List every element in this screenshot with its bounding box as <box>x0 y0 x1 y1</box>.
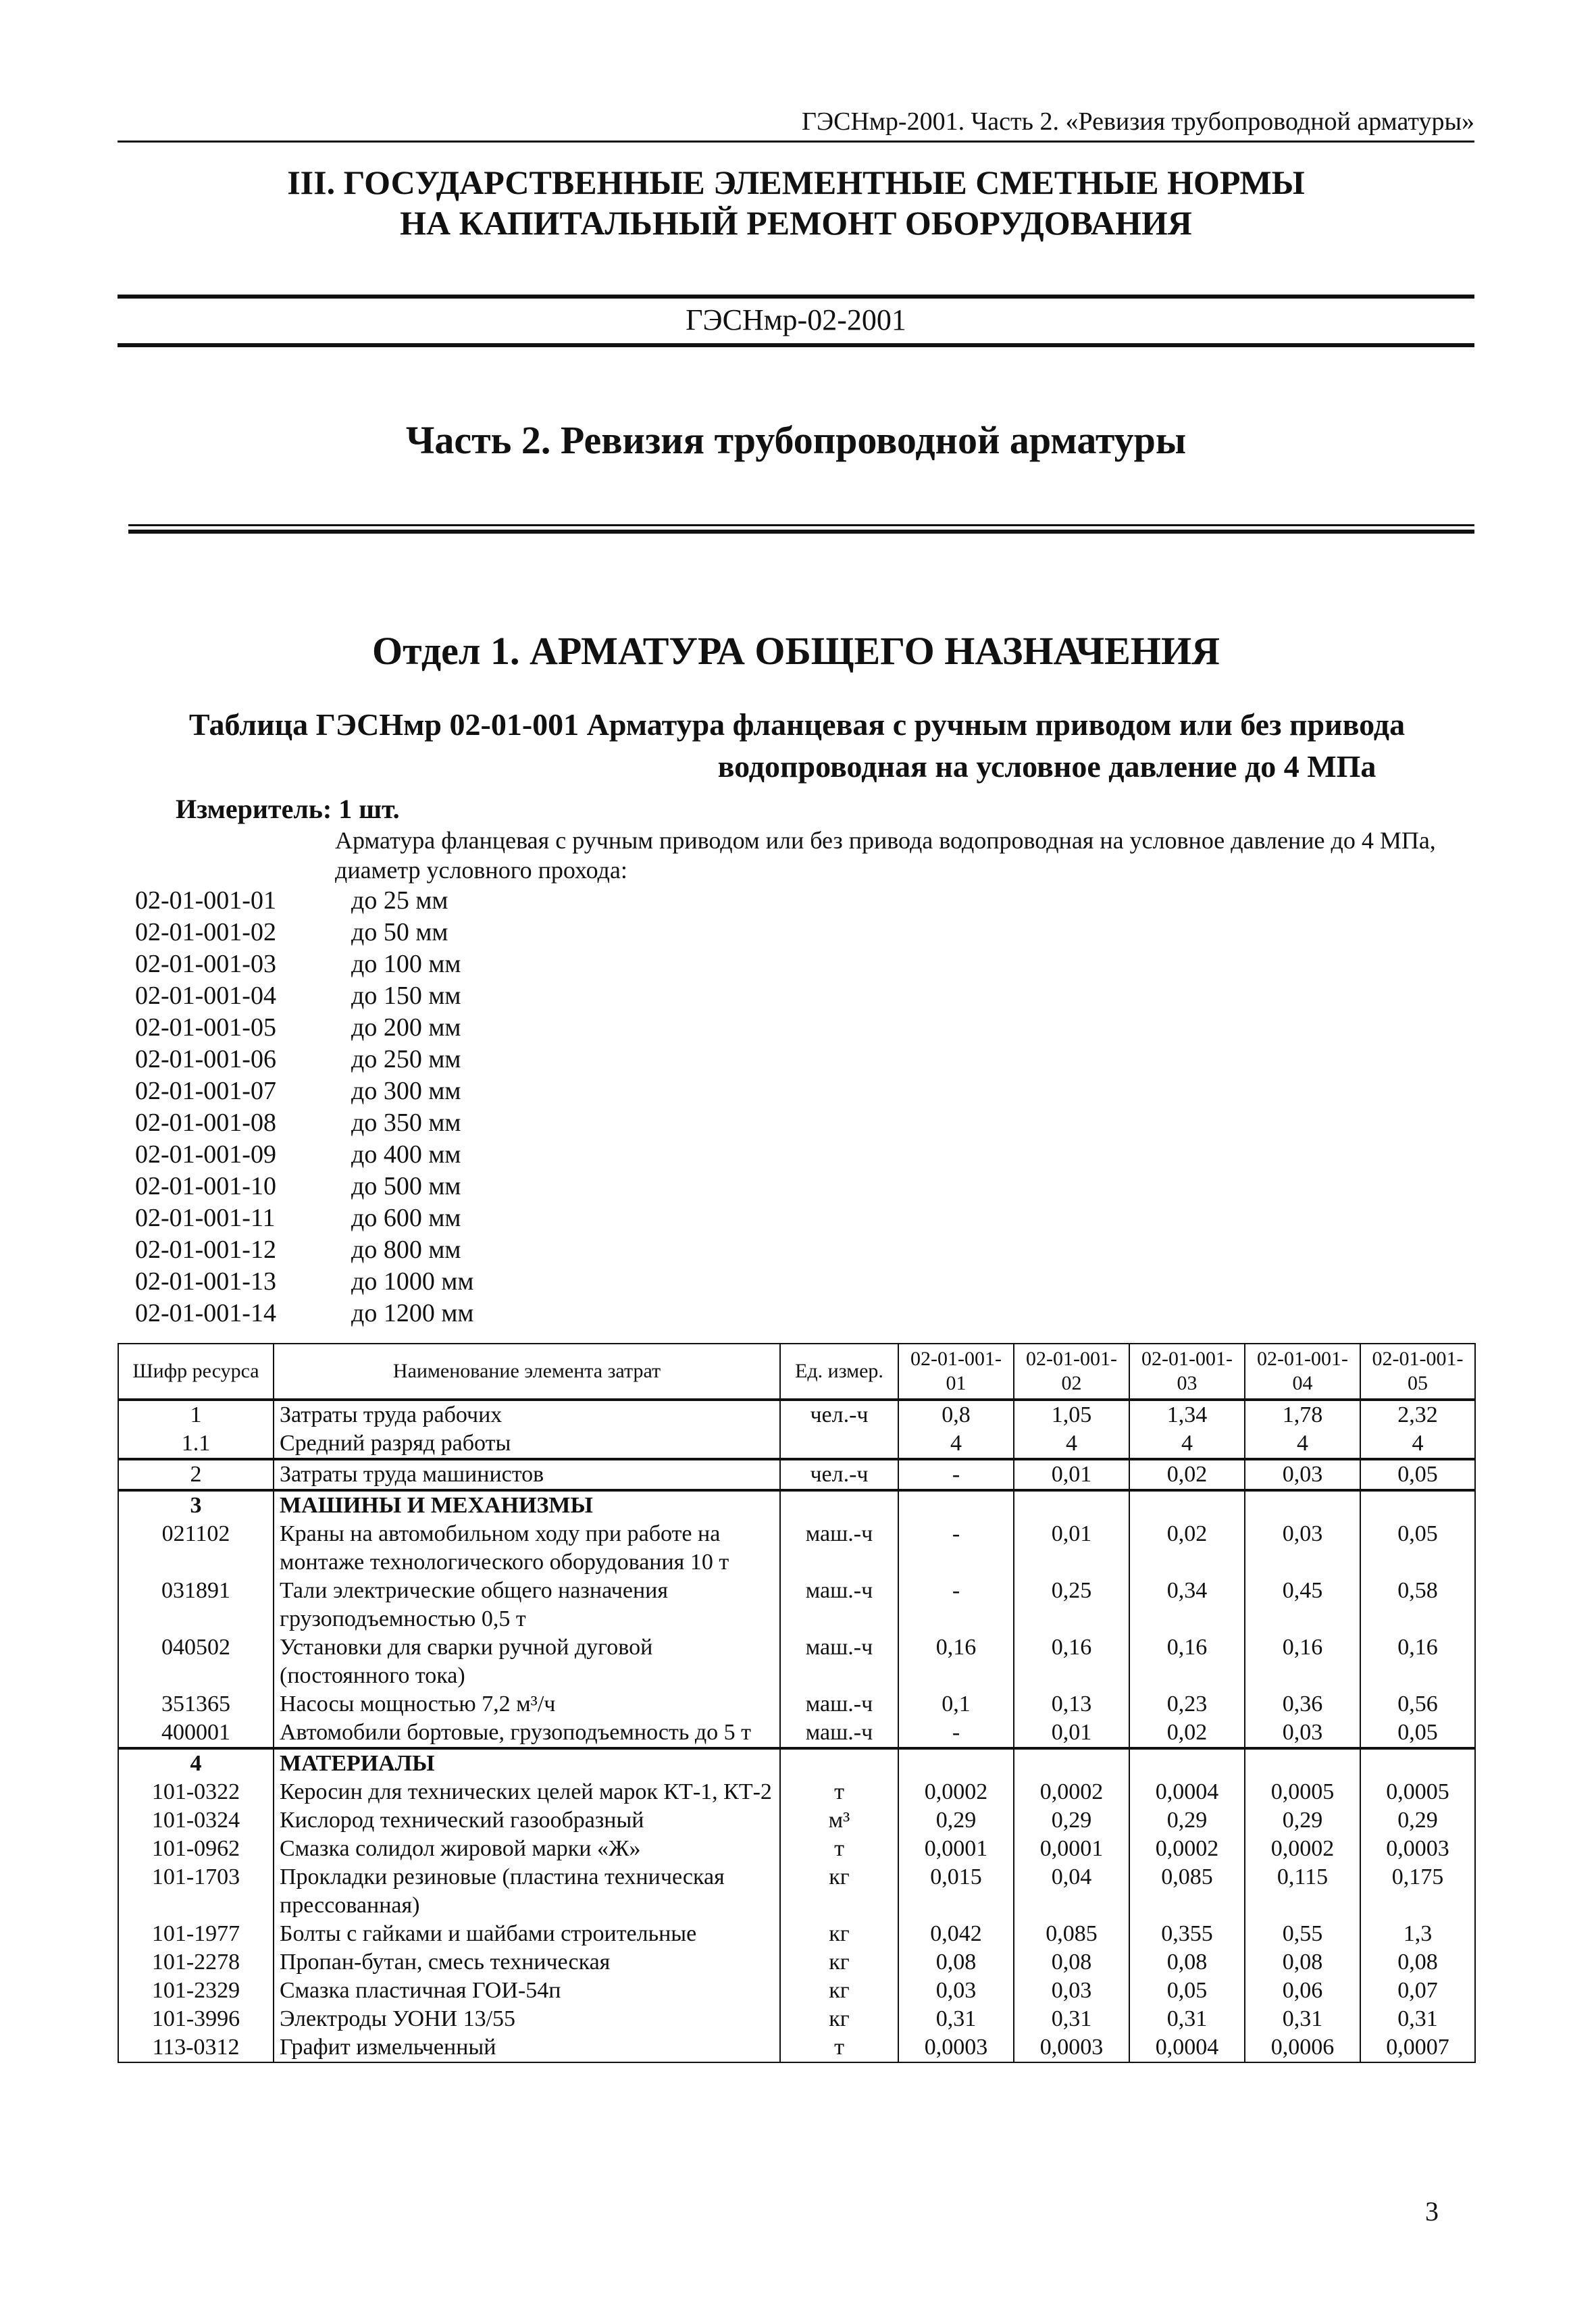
norm-value: 0,0002 <box>1014 1778 1129 1806</box>
norm-value: 0,03 <box>1245 1520 1360 1577</box>
table-row <box>118 1948 1475 1977</box>
norm-value: 0,02 <box>1129 1719 1245 1748</box>
table-row <box>118 1577 1475 1633</box>
norm-value: 0,03 <box>898 1977 1014 2005</box>
table-row <box>118 1748 1475 1778</box>
norms-table <box>118 1343 1476 2063</box>
section-title-line-1: III. ГОСУДАРСТВЕННЫЕ ЭЛЕМЕНТНЫЕ СМЕТНЫЕ НОРМЫ <box>287 163 1305 201</box>
norm-value: 0,08 <box>1245 1948 1360 1977</box>
table-row <box>118 1719 1475 1748</box>
resource-code: 040502 <box>118 1633 274 1690</box>
norm-value: 0,45 <box>1245 1577 1360 1633</box>
resource-code: 101-2278 <box>118 1948 274 1977</box>
norm-value: 0,1 <box>898 1690 1014 1719</box>
header-unit: Ед. измер. <box>780 1344 898 1400</box>
resource-code: 101-0962 <box>118 1835 274 1863</box>
table-title-line-2: водопроводная на условное давление до 4 МПа <box>717 749 1376 784</box>
norm-value: 0,56 <box>1360 1690 1475 1719</box>
norm-value: 0,16 <box>1129 1633 1245 1690</box>
resource-code: 4 <box>118 1748 274 1778</box>
norm-code-item <box>135 1171 473 1202</box>
norm-code-item <box>135 1234 473 1266</box>
cost-element-name: Смазка пластичная ГОИ-54п <box>274 1977 780 2005</box>
norm-value: - <box>898 1577 1014 1633</box>
unit: кг <box>780 1920 898 1948</box>
cost-element-name: Тали электрические общего назначения грузоподъемностью 0,5 т <box>274 1577 780 1633</box>
cost-element-name: Прокладки резиновые (пластина техническая прессованная) <box>274 1863 780 1920</box>
norm-code: 02-01-001-14 <box>135 1299 276 1327</box>
page-number: 3 <box>1425 2196 1439 2227</box>
norm-code: 02-01-001-13 <box>135 1267 276 1296</box>
norm-value: 0,16 <box>1245 1633 1360 1690</box>
norm-code-item <box>135 1012 473 1044</box>
norm-value: 0,0003 <box>1360 1835 1475 1863</box>
norm-code: 02-01-001-01 <box>135 886 276 915</box>
resource-code: 101-1977 <box>118 1920 274 1948</box>
norm-description: Арматура фланцевая с ручным приводом или без привода водопроводная на условное давление до 4 МПа, диаметр условного прохода: <box>335 827 1436 884</box>
section-title-line-2: НА КАПИТАЛЬНЫЙ РЕМОНТ ОБОРУДОВАНИЯ <box>400 204 1192 242</box>
norm-value: 0,08 <box>898 1948 1014 1977</box>
header-norm-05: 02-01-001-05 <box>1360 1344 1475 1400</box>
norm-value: 0,58 <box>1360 1577 1475 1633</box>
norm-value: 0,03 <box>1014 1977 1129 2005</box>
norm-value <box>898 1748 1014 1778</box>
norm-value: 0,0006 <box>1245 2033 1360 2062</box>
header-norm-02: 02-01-001-02 <box>1014 1344 1129 1400</box>
norm-value: - <box>898 1459 1014 1490</box>
table-row <box>118 1520 1475 1577</box>
norm-value: 0,13 <box>1014 1690 1129 1719</box>
unit: маш.-ч <box>780 1633 898 1690</box>
part-title: Часть 2. Ревизия трубопроводной арматуры <box>405 418 1187 462</box>
norm-diameter: до 400 мм <box>351 1140 461 1169</box>
table-row <box>118 1863 1475 1920</box>
norm-value: 0,03 <box>1245 1459 1360 1490</box>
norm-value: 0,29 <box>898 1806 1014 1835</box>
norm-value: 0,29 <box>1014 1806 1129 1835</box>
header-norm-01: 02-01-001-01 <box>898 1344 1014 1400</box>
norm-value: 0,31 <box>1360 2005 1475 2033</box>
norm-value: 2,32 <box>1360 1400 1475 1429</box>
norm-diameter: до 350 мм <box>351 1109 461 1137</box>
header-rule <box>118 141 1474 143</box>
norm-value: 4 <box>1360 1429 1475 1459</box>
norm-diameter: до 50 мм <box>351 918 448 946</box>
norm-value: 1,3 <box>1360 1920 1475 1948</box>
unit: кг <box>780 1863 898 1920</box>
resource-code: 113-0312 <box>118 2033 274 2062</box>
measure-unit: Измеритель: 1 шт. <box>176 794 400 824</box>
norm-value: 0,8 <box>898 1400 1014 1429</box>
cost-element-name: Графит измельченный <box>274 2033 780 2062</box>
table-row <box>118 1459 1475 1490</box>
norm-code: 02-01-001-02 <box>135 918 276 946</box>
norm-value: 0,31 <box>1129 2005 1245 2033</box>
norm-value: 4 <box>1014 1429 1129 1459</box>
norm-code: 02-01-001-11 <box>135 1204 276 1232</box>
cost-element-name: МАТЕРИАЛЫ <box>274 1748 780 1778</box>
norm-value <box>1245 1490 1360 1520</box>
resource-code: 101-1703 <box>118 1863 274 1920</box>
norm-code: 02-01-001-03 <box>135 950 276 978</box>
norm-value: 0,0005 <box>1245 1778 1360 1806</box>
norm-value: 0,25 <box>1014 1577 1129 1633</box>
norm-diameter: до 800 мм <box>351 1236 461 1264</box>
cost-element-name: Установки для сварки ручной дуговой (постоянного тока) <box>274 1633 780 1690</box>
norm-code: 02-01-001-05 <box>135 1013 276 1042</box>
cost-element-name: Затраты труда рабочих <box>274 1400 780 1429</box>
unit: маш.-ч <box>780 1520 898 1577</box>
norm-value: 0,36 <box>1245 1690 1360 1719</box>
resource-code: 101-0322 <box>118 1778 274 1806</box>
table-row <box>118 1778 1475 1806</box>
norm-code: 02-01-001-08 <box>135 1109 276 1137</box>
resource-code: 101-2329 <box>118 1977 274 2005</box>
running-header: ГЭСНмр-2001. Часть 2. «Ревизия трубопроводной арматуры» <box>802 107 1474 136</box>
norm-value <box>1014 1490 1129 1520</box>
norm-diameter: до 500 мм <box>351 1172 461 1200</box>
table-row <box>118 1977 1475 2005</box>
rule-bottom <box>118 343 1474 347</box>
norm-value: 1,05 <box>1014 1400 1129 1429</box>
norm-value: 0,355 <box>1129 1920 1245 1948</box>
header-cost-element: Наименование элемента затрат <box>274 1344 780 1400</box>
norm-value: 0,085 <box>1129 1863 1245 1920</box>
norm-value: 1,34 <box>1129 1400 1245 1429</box>
norm-value: 0,08 <box>1014 1948 1129 1977</box>
unit: м³ <box>780 1806 898 1835</box>
code-title: ГЭСНмр-02-2001 <box>686 303 906 336</box>
norm-value: 0,55 <box>1245 1920 1360 1948</box>
norm-value: 0,08 <box>1360 1948 1475 1977</box>
table-row <box>118 1835 1475 1863</box>
unit: маш.-ч <box>780 1577 898 1633</box>
unit: т <box>780 1835 898 1863</box>
cost-element-name: Керосин для технических целей марок КТ-1, КТ-2 <box>274 1778 780 1806</box>
norm-value: 0,31 <box>1014 2005 1129 2033</box>
norm-value: 0,05 <box>1360 1459 1475 1490</box>
norm-value: 1,78 <box>1245 1400 1360 1429</box>
norm-value: 0,175 <box>1360 1863 1475 1920</box>
norm-value <box>1129 1748 1245 1778</box>
norm-diameter: до 600 мм <box>351 1204 461 1232</box>
table-row <box>118 1920 1475 1948</box>
cost-element-name: Электроды УОНИ 13/55 <box>274 2005 780 2033</box>
cost-element-name: Средний разряд работы <box>274 1429 780 1459</box>
resource-code: 1 <box>118 1400 274 1429</box>
norm-code-item <box>135 980 473 1012</box>
norm-value: 0,0007 <box>1360 2033 1475 2062</box>
table-row <box>118 1400 1475 1429</box>
norm-value <box>1360 1490 1475 1520</box>
department-title: Отдел 1. АРМАТУРА ОБЩЕГО НАЗНАЧЕНИЯ <box>372 629 1220 673</box>
table-row <box>118 2005 1475 2033</box>
unit: кг <box>780 1977 898 2005</box>
table-row <box>118 2033 1475 2062</box>
norm-value: 4 <box>1245 1429 1360 1459</box>
rule-top <box>118 295 1474 299</box>
resource-code: 031891 <box>118 1577 274 1633</box>
norm-code-item <box>135 1139 473 1171</box>
norm-value: 0,0002 <box>898 1778 1014 1806</box>
norm-diameter: до 150 мм <box>351 982 461 1010</box>
norm-value: 0,015 <box>898 1863 1014 1920</box>
norm-value: 4 <box>1129 1429 1245 1459</box>
norm-value: 0,0004 <box>1129 2033 1245 2062</box>
norm-diameter: до 1000 мм <box>351 1267 474 1296</box>
cost-element-name: Смазка солидол жировой марки «Ж» <box>274 1835 780 1863</box>
norm-diameter: до 300 мм <box>351 1077 461 1105</box>
norm-value: 0,05 <box>1360 1520 1475 1577</box>
norm-code-item <box>135 885 473 917</box>
norm-value: 0,08 <box>1129 1948 1245 1977</box>
resource-code: 400001 <box>118 1719 274 1748</box>
norm-value: 0,05 <box>1129 1977 1245 2005</box>
norm-value: 0,0002 <box>1129 1835 1245 1863</box>
norm-value: 0,29 <box>1360 1806 1475 1835</box>
norm-value: 0,03 <box>1245 1719 1360 1748</box>
table-title-line-1: Таблица ГЭСНмр 02-01-001 Арматура фланцевая с ручным приводом или без привода <box>188 707 1406 742</box>
unit: т <box>780 1778 898 1806</box>
norm-value: 0,0004 <box>1129 1778 1245 1806</box>
norm-code-item <box>135 1266 473 1298</box>
norm-value: 0,29 <box>1129 1806 1245 1835</box>
resource-code: 101-0324 <box>118 1806 274 1835</box>
norm-code-item <box>135 1202 473 1234</box>
norm-value: 0,16 <box>1360 1633 1475 1690</box>
norm-value: 0,085 <box>1014 1920 1129 1948</box>
norm-diameter: до 250 мм <box>351 1045 461 1073</box>
norm-code: 02-01-001-04 <box>135 982 276 1010</box>
unit: кг <box>780 1948 898 1977</box>
norm-value: 0,042 <box>898 1920 1014 1948</box>
double-rule-lower <box>128 530 1474 534</box>
norm-code-item <box>135 948 473 980</box>
cost-element-name: Пропан-бутан, смесь техническая <box>274 1948 780 1977</box>
norm-value <box>898 1490 1014 1520</box>
norm-value: 0,01 <box>1014 1520 1129 1577</box>
norm-value: 0,02 <box>1129 1459 1245 1490</box>
header-norm-04: 02-01-001-04 <box>1245 1344 1360 1400</box>
norm-value: 0,16 <box>898 1633 1014 1690</box>
resource-code: 021102 <box>118 1520 274 1577</box>
norm-value: 0,34 <box>1129 1577 1245 1633</box>
norm-diameter: до 1200 мм <box>351 1299 474 1327</box>
unit: чел.-ч <box>780 1459 898 1490</box>
norm-value: 0,07 <box>1360 1977 1475 2005</box>
table-row <box>118 1490 1475 1520</box>
norm-value: 4 <box>898 1429 1014 1459</box>
section-title <box>118 162 1474 243</box>
unit: т <box>780 2033 898 2062</box>
norm-value: 0,02 <box>1129 1520 1245 1577</box>
norm-value: 0,31 <box>898 2005 1014 2033</box>
norm-diameter: до 200 мм <box>351 1013 461 1042</box>
norm-value: 0,01 <box>1014 1459 1129 1490</box>
norm-value: 0,16 <box>1014 1633 1129 1690</box>
norm-value <box>1014 1748 1129 1778</box>
table-row <box>118 1429 1475 1459</box>
unit <box>780 1490 898 1520</box>
norm-value: 0,115 <box>1245 1863 1360 1920</box>
cost-element-name: Насосы мощностью 7,2 м³/ч <box>274 1690 780 1719</box>
norm-value: 0,05 <box>1360 1719 1475 1748</box>
norm-code: 02-01-001-10 <box>135 1172 276 1200</box>
norm-code-item <box>135 1044 473 1075</box>
norm-value: 0,23 <box>1129 1690 1245 1719</box>
norm-code-item <box>135 1075 473 1107</box>
norm-value: 0,0005 <box>1360 1778 1475 1806</box>
resource-code: 1.1 <box>118 1429 274 1459</box>
unit: маш.-ч <box>780 1719 898 1748</box>
unit <box>780 1429 898 1459</box>
norm-code: 02-01-001-09 <box>135 1140 276 1169</box>
resource-code: 351365 <box>118 1690 274 1719</box>
norm-value: 0,01 <box>1014 1719 1129 1748</box>
norm-value: 0,0001 <box>1014 1835 1129 1863</box>
table-row <box>118 1690 1475 1719</box>
norm-value: 0,31 <box>1245 2005 1360 2033</box>
norm-value: - <box>898 1520 1014 1577</box>
cost-element-name: Краны на автомобильном ходу при работе на монтаже технологического оборудования 10 т <box>274 1520 780 1577</box>
resource-code: 101-3996 <box>118 2005 274 2033</box>
table-row <box>118 1806 1475 1835</box>
norm-value: 0,0003 <box>1014 2033 1129 2062</box>
norm-value: 0,0001 <box>898 1835 1014 1863</box>
norm-code: 02-01-001-06 <box>135 1045 276 1073</box>
cost-element-name: МАШИНЫ И МЕХАНИЗМЫ <box>274 1490 780 1520</box>
norm-code-list <box>135 885 473 1329</box>
cost-element-name: Автомобили бортовые, грузоподъемность до 5 т <box>274 1719 780 1748</box>
norm-value: - <box>898 1719 1014 1748</box>
double-rule-upper <box>128 524 1474 526</box>
resource-code: 3 <box>118 1490 274 1520</box>
unit: чел.-ч <box>780 1400 898 1429</box>
table-header-row <box>118 1344 1475 1400</box>
table-title <box>101 704 1493 788</box>
unit <box>780 1748 898 1778</box>
unit: маш.-ч <box>780 1690 898 1719</box>
norm-code-item <box>135 1107 473 1139</box>
cost-element-name: Затраты труда машинистов <box>274 1459 780 1490</box>
header-norm-03: 02-01-001-03 <box>1129 1344 1245 1400</box>
norm-value <box>1129 1490 1245 1520</box>
cost-element-name: Болты с гайками и шайбами строительные <box>274 1920 780 1948</box>
norm-code: 02-01-001-12 <box>135 1236 276 1264</box>
norm-value: 0,0002 <box>1245 1835 1360 1863</box>
norm-value <box>1360 1748 1475 1778</box>
cost-element-name: Кислород технический газообразный <box>274 1806 780 1835</box>
norm-diameter: до 100 мм <box>351 950 461 978</box>
table-row <box>118 1633 1475 1690</box>
norm-value: 0,0003 <box>898 2033 1014 2062</box>
resource-code: 2 <box>118 1459 274 1490</box>
unit: кг <box>780 2005 898 2033</box>
norm-value: 0,29 <box>1245 1806 1360 1835</box>
norm-diameter: до 25 мм <box>351 886 448 915</box>
norm-code-item <box>135 1298 473 1329</box>
header-resource-code: Шифр ресурса <box>118 1344 274 1400</box>
norm-value: 0,06 <box>1245 1977 1360 2005</box>
norm-value <box>1245 1748 1360 1778</box>
norm-value: 0,04 <box>1014 1863 1129 1920</box>
norm-code: 02-01-001-07 <box>135 1077 276 1105</box>
norm-code-item <box>135 917 473 948</box>
